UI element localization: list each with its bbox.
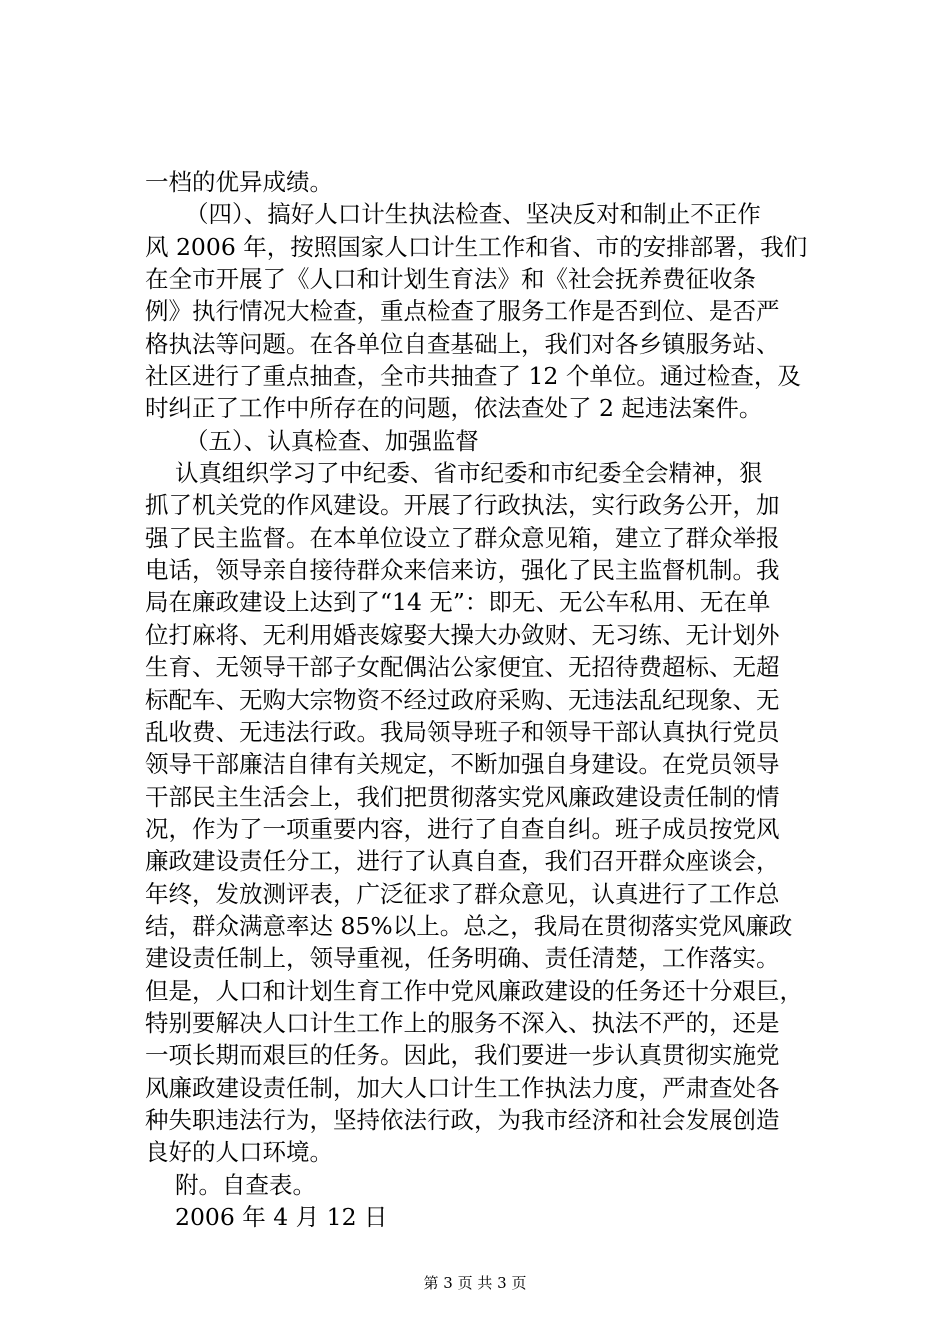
text-line: 但是，人口和计划生育工作中党风廉政建设的任务还十分艰巨， — [145, 976, 803, 1005]
text-line: 种失职违法行为，坚持依法行政，为我市经济和社会发展创造 — [145, 1105, 780, 1134]
text-line: 标配车、无购大宗物资不经过政府采购、无违法乱纪现象、无 — [145, 685, 780, 714]
text-line: 时纠正了工作中所存在的问题，依法查处了 2 起违法案件。 — [145, 394, 763, 423]
text-line: 认真组织学习了中纪委、省市纪委和市纪委全会精神，狠 — [175, 459, 763, 488]
text-line: 例》执行情况大检查，重点检查了服务工作是否到位、是否严 — [145, 297, 780, 326]
text-line: 生育、无领导干部子女配偶沾公家便宜、无招待费超标、无超 — [145, 653, 780, 682]
text-line: 结，群众满意率达 85%以上。总之，我局在贯彻落实党风廉政 — [145, 911, 793, 940]
text-line: 年终，发放测评表，广泛征求了群众意见，认真进行了工作总 — [145, 879, 780, 908]
text-line: 良好的人口环境。 — [145, 1138, 333, 1167]
text-line: 抓了机关党的作风建设。开展了行政执法，实行政务公开，加 — [145, 491, 780, 520]
text-line: 位打麻将、无利用婚丧嫁娶大操大办敛财、无习练、无计划外 — [145, 620, 780, 649]
page-footer: 第 3 页 共 3 页 — [423, 1274, 527, 1292]
text-line: 电话，领导亲自接待群众来信来访，强化了民主监督机制。我 — [145, 556, 780, 585]
text-line: 局在廉政建设上达到了“14 无”：即无、无公车私用、无在单 — [145, 588, 771, 617]
text-line: 社区进行了重点抽查，全市共抽查了 12 个单位。通过检查，及 — [145, 362, 801, 391]
text-line: 在全市开展了《人口和计划生育法》和《社会抚养费征收条 — [145, 265, 756, 294]
text-line: 风 2006 年，按照国家人口计生工作和省、市的安排部署，我们 — [145, 232, 808, 261]
text-line: 乱收费、无违法行政。我局领导班子和领导干部认真执行党员 — [145, 717, 780, 746]
text-line: （五）、认真检查、加强监督 — [185, 426, 479, 455]
text-line: 风廉政建设责任制，加大人口计生工作执法力度，严肃查处各 — [145, 1073, 780, 1102]
text-line: 特别要解决人口计生工作上的服务不深入、执法不严的，还是 — [145, 1008, 780, 1037]
text-line: 2006 年 4 月 12 日 — [175, 1203, 388, 1231]
text-line: 一档的优异成绩。 — [145, 168, 333, 196]
text-line: 廉政建设责任分工，进行了认真自查，我们召开群众座谈会， — [145, 847, 780, 876]
text-line: 格执法等问题。在各单位自查基础上，我们对各乡镇服务站、 — [145, 329, 780, 358]
text-line: 领导干部廉洁自律有关规定，不断加强自身建设。在党员领导 — [145, 750, 780, 779]
text-line: 附。自查表。 — [175, 1170, 316, 1199]
text-line: （四）、搞好人口计生执法检查、坚决反对和制止不正作 — [185, 200, 761, 229]
text-line: 一项长期而艰巨的任务。因此，我们要进一步认真贯彻实施党 — [145, 1041, 780, 1070]
text-line: 建设责任制上，领导重视，任务明确、责任清楚，工作落实。 — [145, 944, 780, 973]
text-line: 况，作为了一项重要内容，进行了自查自纠。班子成员按党风 — [145, 814, 780, 843]
document-body — [145, 166, 825, 1233]
text-line: 干部民主生活会上，我们把贯彻落实党风廉政建设责任制的情 — [145, 782, 780, 811]
text-line: 强了民主监督。在本单位设立了群众意见箱，建立了群众举报 — [145, 523, 780, 552]
